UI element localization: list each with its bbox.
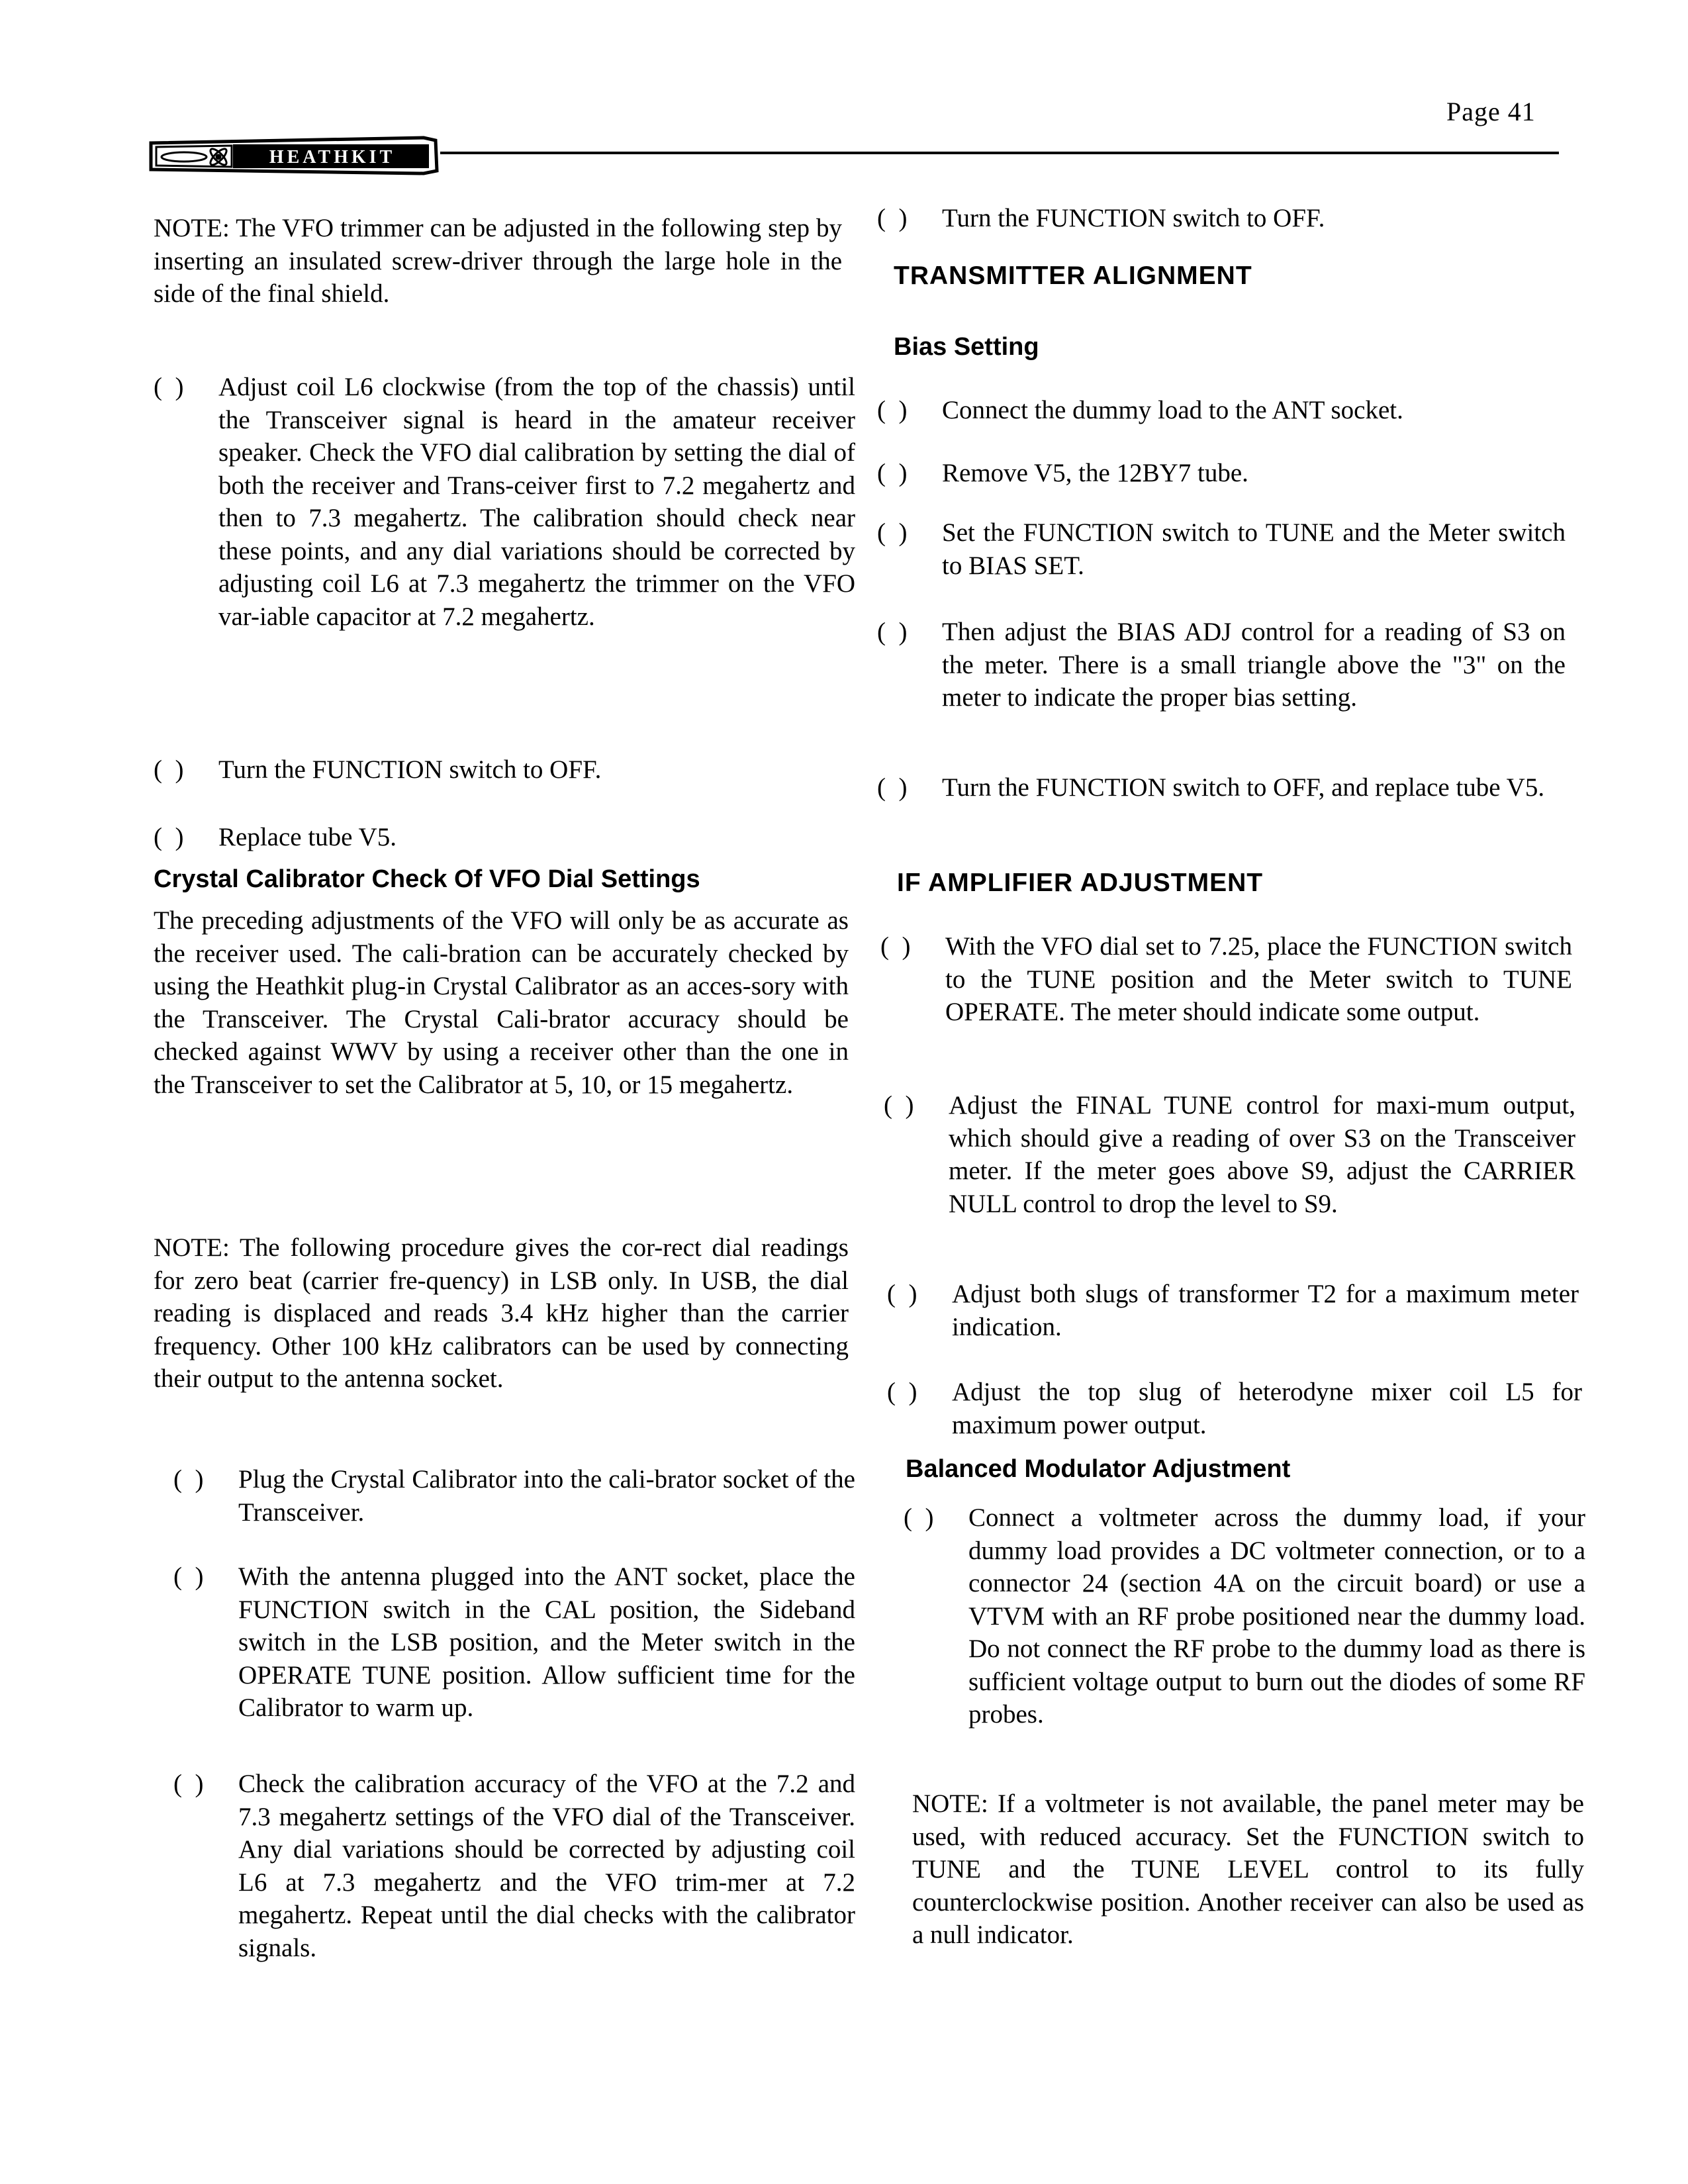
- heading-bias-setting: Bias Setting: [894, 333, 1039, 361]
- step-adjust-bias: ( ) Then adjust the BIAS ADJ control for a reading of S3 on the meter. There is a small triangle above the "3" on the meter to indicate the proper bias setting.: [877, 616, 1566, 714]
- checkbox[interactable]: ( ): [877, 459, 908, 487]
- step-heterodyne-coil-l5: ( ) Adjust the top slug of heterodyne mixer coil L5 for maximum power output.: [887, 1376, 1582, 1441]
- heathkit-logo: [146, 132, 440, 179]
- note-vfo-trimmer: NOTE: The VFO trimmer can be adjusted in the following step by inserting an insulated screw-driver through the large hole in the side of the final shield.: [154, 214, 842, 308]
- step-set-function-tune: ( ) Set the FUNCTION switch to TUNE and the Meter switch to BIAS SET.: [877, 516, 1566, 582]
- step-check-calibration-accuracy: ( ) Check the calibration accuracy of the VFO at the 7.2 and 7.3 megahertz settings of the VFO dial of the Transceiver. Any dial variations should be corrected by adjusting coil L6 at 7.3 megahertz and the VFO trim-mer at 7.2 megahertz. Repeat until the dial checks with the calibrator signals.: [173, 1768, 855, 1964]
- section-heading-crystal-calibrator: Crystal Calibrator Check Of VFO Dial Settings: [154, 865, 700, 893]
- checkbox[interactable]: ( ): [154, 755, 184, 784]
- note-voltmeter-unavailable: NOTE: If a voltmeter is not available, the panel meter may be used, with reduced accuracy. Set the FUNCTION switch to TUNE and the TUNE LEVEL control to its fully counterclockwise position. Another receiver can also be used as a null indicator.: [912, 1789, 1584, 1949]
- checkbox[interactable]: ( ): [173, 1465, 204, 1494]
- checkbox[interactable]: ( ): [154, 373, 184, 401]
- step-remove-v5: ( ) Remove V5, the 12BY7 tube.: [877, 457, 1566, 490]
- step-transformer-t2: ( ) Adjust both slugs of transformer T2 for a maximum meter indication.: [887, 1278, 1579, 1343]
- step-adjust-coil-l6: ( ) Adjust coil L6 clockwise (from the top of the chassis) until the Transceiver signal is heard in the amateur receiver speaker. Check the VFO dial calibration by setting the dial of both the receiver and Trans-ceiver first to 7.2 megahertz and then to 7.3 megahertz. The calibration should check near these points, and any dial variations should be corrected by adjusting coil L6 at 7.3 megahertz the trimmer on the VFO var-iable capacitor at 7.2 megahertz.: [154, 371, 855, 633]
- heading-if-amplifier-adjustment: IF AMPLIFIER ADJUSTMENT: [897, 869, 1264, 897]
- checkbox[interactable]: ( ): [173, 1562, 204, 1591]
- step-final-tune: ( ) Adjust the FINAL TUNE control for maxi-mum output, which should give a reading of over S3 on the Transceiver meter. If the meter goes above S9, adjust the CARRIER NULL control to drop the level to S9.: [884, 1089, 1575, 1220]
- checkbox[interactable]: ( ): [880, 932, 911, 961]
- checkbox[interactable]: ( ): [877, 204, 908, 232]
- heading-transmitter-alignment: TRANSMITTER ALIGNMENT: [894, 261, 1252, 290]
- step-antenna-cal-position: ( ) With the antenna plugged into the ANT socket, place the FUNCTION switch in the CAL position, the Sideband switch in the LSB position, and the Meter switch in the OPERATE TUNE position. Allow sufficient time for the Calibrator to warm up.: [173, 1560, 855, 1725]
- checkbox[interactable]: ( ): [154, 823, 184, 851]
- step-connect-dummy-load: ( ) Connect the dummy load to the ANT socket.: [877, 394, 1566, 427]
- step-function-off: ( ) Turn the FUNCTION switch to OFF.: [154, 753, 855, 786]
- svg-text:HEATHKIT: HEATHKIT: [269, 147, 396, 167]
- checkbox[interactable]: ( ): [173, 1770, 204, 1798]
- step-function-off-right: ( ) Turn the FUNCTION switch to OFF.: [877, 202, 1566, 235]
- header-rule: [440, 152, 1559, 154]
- checkbox[interactable]: ( ): [877, 518, 908, 547]
- step-plug-calibrator: ( ) Plug the Crystal Calibrator into the cali-brator socket of the Transceiver.: [173, 1463, 855, 1529]
- step-vfo-dial-725: ( ) With the VFO dial set to 7.25, place the FUNCTION switch to the TUNE position and the Meter switch to TUNE OPERATE. The meter should indicate some output.: [880, 930, 1572, 1029]
- checkbox[interactable]: ( ): [877, 396, 908, 424]
- step-connect-voltmeter: ( ) Connect a voltmeter across the dummy load, if your dummy load provides a DC voltmeter connection, or to a connector 24 (section 4A on the circuit board) or use a VTVM with an RF probe positioned near the dummy load. Do not connect the RF probe to the dummy load as there is sufficient voltage output to burn out the diodes of some RF probes.: [904, 1501, 1585, 1731]
- heading-balanced-modulator: Balanced Modulator Adjustment: [906, 1455, 1291, 1483]
- checkbox[interactable]: ( ): [877, 618, 908, 646]
- crystal-calibrator-intro: The preceding adjustments of the VFO will only be as accurate as the receiver used. The cali-bration can be accurately checked by using the Heathkit plug-in Crystal Calibrator as an acces-sory with the Transceiver. The Crystal Cali-brator accuracy should be checked against WWV by using a receiver other than the one in the Transceiver to set the Calibrator at 5, 10, or 15 megahertz.: [154, 906, 849, 1099]
- checkbox[interactable]: ( ): [904, 1503, 934, 1532]
- step-function-off-replace-v5: ( ) Turn the FUNCTION switch to OFF, and replace tube V5.: [877, 771, 1566, 804]
- note-lsb-dial-readings: NOTE: The following procedure gives the cor-rect dial readings for zero beat (carrier fre-quency) in LSB only. In USB, the dial reading is displaced and reads 3.4 kHz higher than the carrier frequency. Other 100 kHz calibrators can be used by connecting their output to the antenna socket.: [154, 1233, 849, 1393]
- checkbox[interactable]: ( ): [884, 1091, 914, 1119]
- heathkit-atom-icon: [146, 132, 440, 179]
- page-number: Page 41: [1446, 97, 1536, 126]
- checkbox[interactable]: ( ): [877, 773, 908, 802]
- checkbox[interactable]: ( ): [887, 1280, 917, 1308]
- step-replace-v5: ( ) Replace tube V5.: [154, 821, 855, 854]
- checkbox[interactable]: ( ): [887, 1378, 917, 1406]
